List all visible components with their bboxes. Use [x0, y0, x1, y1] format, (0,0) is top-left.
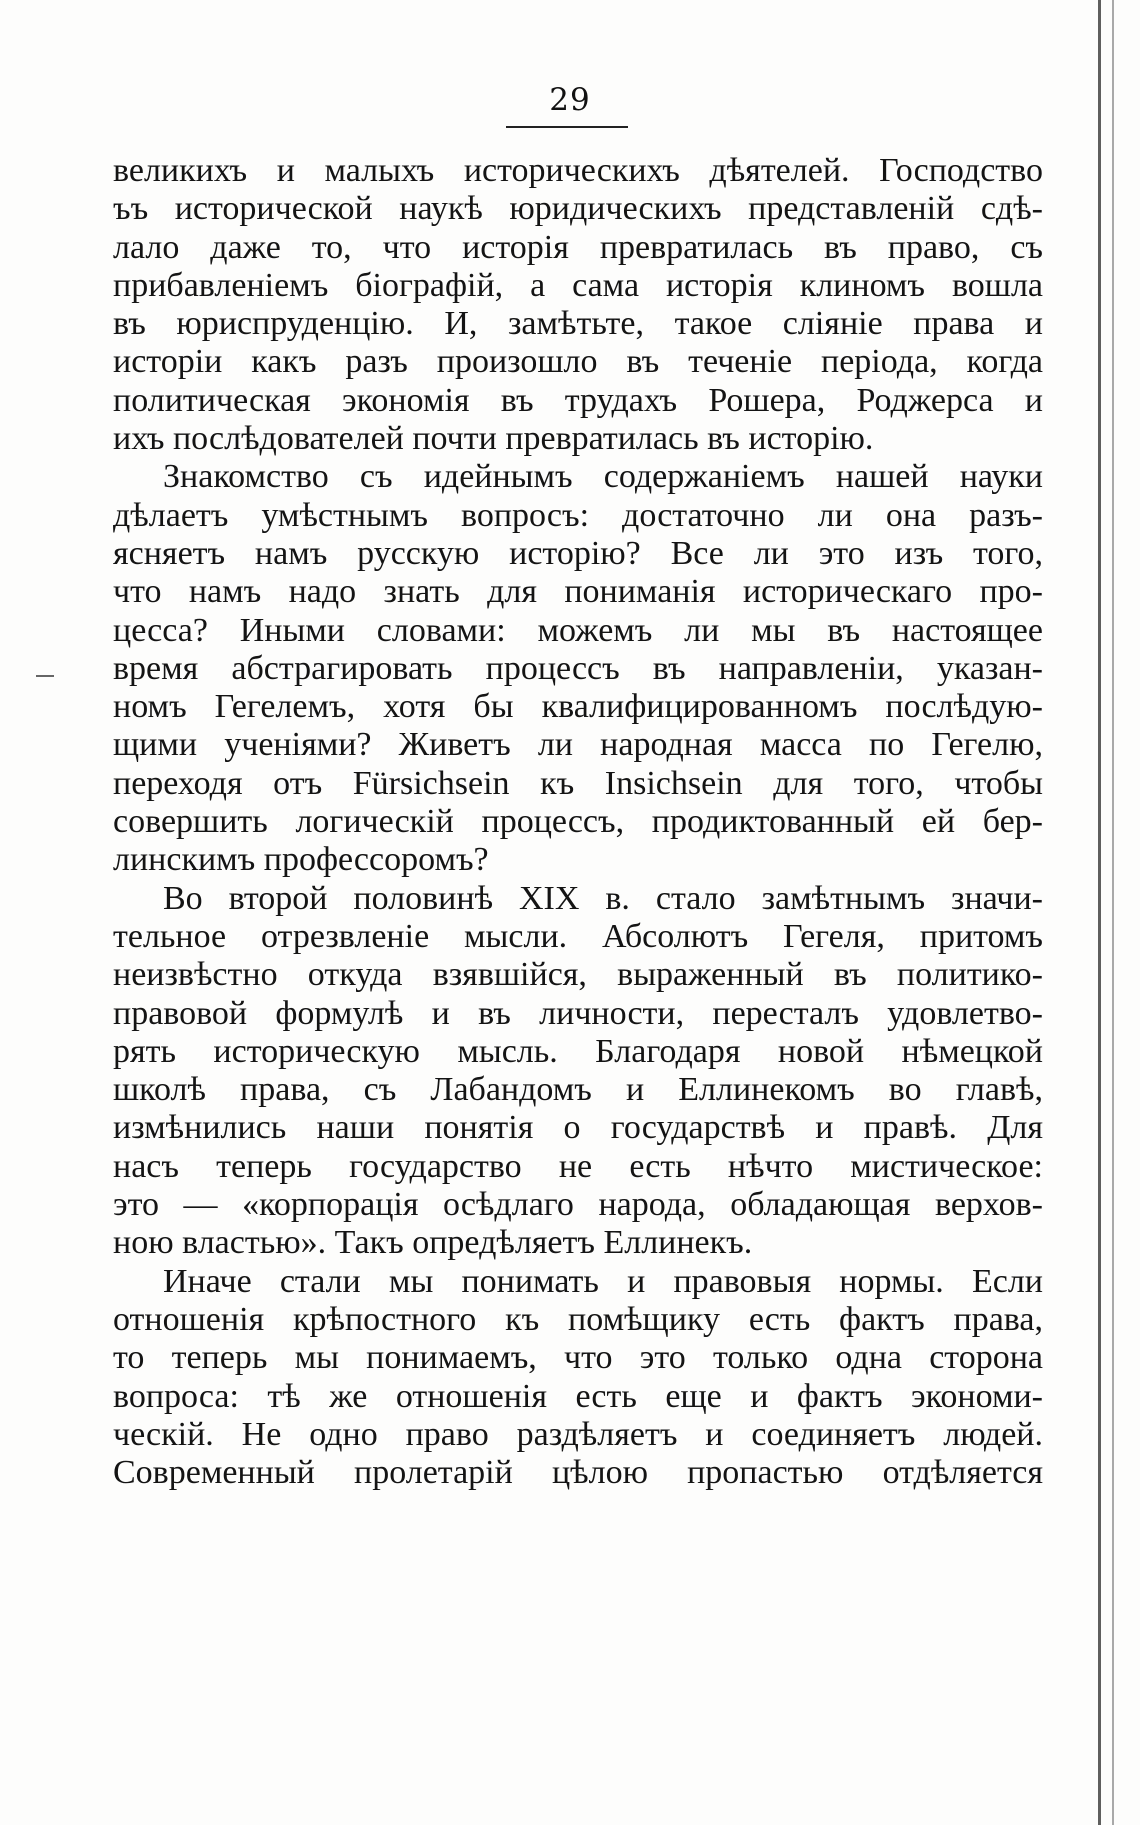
text-line: цесса? Иными словами: можемъ ли мы въ настоящее: [113, 611, 1043, 649]
text-line: измѣнились наши понятія о государствѣ и правѣ. Для: [113, 1109, 1043, 1147]
text-line: отношенія крѣпостного къ помѣщику есть фактъ права,: [113, 1300, 1043, 1338]
text-line: номъ Гегелемъ, хотя бы квалифицированномъ послѣдую-: [113, 688, 1043, 726]
text-line: ною властью». Такъ опредѣляетъ Еллинекъ.: [113, 1224, 753, 1262]
text-line: исторіи какъ разъ произошло въ теченіе періода, когда: [113, 343, 1043, 381]
text-line: школѣ права, съ Лабандомъ и Еллинекомъ во главѣ,: [113, 1071, 1043, 1109]
margin-mark: [36, 675, 54, 677]
text-line: Современный пролетарій цѣлою пропастью отдѣляется: [113, 1454, 1043, 1492]
text-line: прибавленіемъ біографій, а сама исторія клиномъ вошла: [113, 266, 1043, 304]
paragraph-4: [113, 1263, 1043, 1493]
text-line: время абстрагировать процессъ въ направленіи, указан-: [113, 649, 1043, 687]
text-line: переходя отъ Fürsichsein къ Insichsein для того, чтобы: [113, 764, 1043, 802]
text-line: щими ученіями? Живетъ ли народная масса по Гегелю,: [113, 726, 1043, 764]
text-line: Во второй половинѣ XIX в. стало замѣтнымъ значи-: [163, 879, 1043, 917]
text-line: неизвѣстно откуда взявшійся, выраженный въ политико-: [113, 956, 1043, 994]
page-edge-shadow: [1098, 0, 1101, 1825]
text-line: ческій. Не одно право раздѣляетъ и соединяетъ людей.: [113, 1415, 1043, 1453]
text-line: линскимъ профессоромъ?: [113, 841, 489, 879]
text-line: то теперь мы понимаемъ, что это только одна сторона: [113, 1339, 1043, 1377]
text-line: ихъ послѣдователей почти превратилась въ исторію.: [113, 420, 874, 458]
text-line: это — «корпорація осѣдлаго народа, обладающая верхов-: [113, 1186, 1043, 1224]
text-line: Знакомство съ идейнымъ содержаніемъ нашей науки: [163, 458, 1043, 496]
paragraph-2: [113, 458, 1043, 879]
text-line: что намъ надо знать для пониманія историческаго про-: [113, 573, 1043, 611]
page-number-rule: [506, 126, 628, 128]
page-edge-shadow-inner: [1112, 0, 1114, 1825]
text-line: совершить логическій процессъ, продиктованный ей бер-: [113, 803, 1043, 841]
text-line: насъ теперь государство не есть нѣчто мистическое:: [113, 1147, 1043, 1185]
text-line: вопроса: тѣ же отношенія есть еще и фактъ экономи-: [113, 1377, 1043, 1415]
paragraph-3: [113, 880, 1043, 1263]
text-line: правовой формулѣ и въ личности, пересталъ удовлетво-: [113, 994, 1043, 1032]
page-number: 29: [549, 82, 591, 118]
body-text: [113, 152, 1043, 1492]
text-line: рять историческую мысль. Благодаря новой нѣмецкой: [113, 1032, 1043, 1070]
text-line: ясняетъ намъ русскую исторію? Все ли это изъ того,: [113, 534, 1043, 572]
text-line: великихъ и малыхъ историческихъ дѣятелей. Господство: [113, 152, 1043, 189]
text-line: Иначе стали мы понимать и правовыя нормы. Если: [163, 1262, 1043, 1300]
text-line: въ юриспруденцію. И, замѣтьте, такое сліяніе права и: [113, 305, 1043, 343]
text-line: лало даже то, что исторія превратилась въ право, съ: [113, 228, 1043, 266]
text-line: дѣлаетъ умѣстнымъ вопросъ: достаточно ли она разъ-: [113, 496, 1043, 534]
text-line: ъъ исторической наукѣ юридическихъ представленій сдѣ-: [113, 190, 1043, 228]
text-line: тельное отрезвленіе мысли. Абсолютъ Гегеля, притомъ: [113, 917, 1043, 955]
text-line: политическая экономія въ трудахъ Рошера, Роджерса и: [113, 381, 1043, 419]
paragraph-1: [113, 152, 1043, 458]
